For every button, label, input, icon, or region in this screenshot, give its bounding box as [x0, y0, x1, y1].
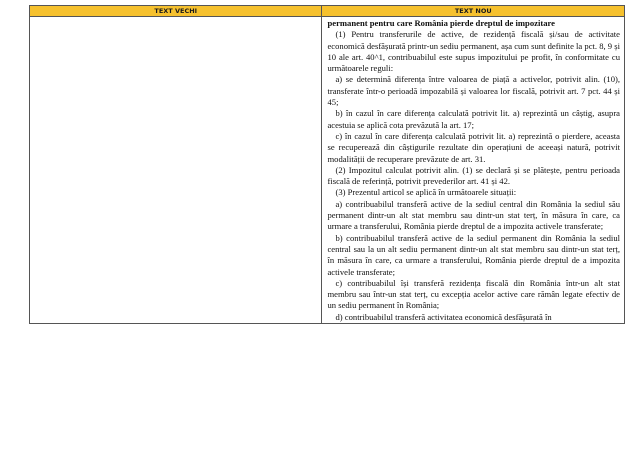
paragraph-situation-c: c) contribuabilul își transferă rezidența fiscală din România într-un alt stat membru sau într-un stat terț, cu excepția acelor active care rămân legate efectiv de un sediu permanent în România;	[327, 277, 620, 311]
paragraph-lit-a: a) se determină diferența între valoarea de piață a activelor, potrivit alin. (10), transferate într-o perioadă impozabilă și valoarea lor fiscală, potrivit art. 7 pct. 44 și 45;	[327, 74, 620, 108]
table-header-row	[30, 6, 625, 17]
article-title-continuation: permanent pentru care România pierde dreptul de impozitare	[327, 18, 555, 28]
paragraph-situation-a: a) contribuabilul transferă active de la sediul central din România la sediul său permanent dintr-un alt stat membru sau dintr-un stat terț, în măsura în care, ca urmare a transferului, România pierde dreptul de a impozita activele transferate;	[327, 198, 620, 232]
paragraph-alin-3: (3) Prezentul articol se aplică în următoarele situații:	[335, 187, 517, 198]
old-text-cell	[30, 17, 322, 324]
paragraph-alin-2: (2) Impozitul calculat potrivit alin. (1) se declară și se plătește, pentru perioada fiscală de referință, potrivit prevederilor art. 41 și 42.	[327, 164, 620, 187]
new-text-cell	[322, 17, 625, 324]
comparison-table	[29, 5, 625, 324]
paragraph-situation-d: d) contribuabilul transferă activitatea economică desfășurată în	[335, 311, 552, 322]
header-text-vechi: TEXT VECHI	[30, 6, 322, 17]
paragraph-situation-b: b) contribuabilul transferă active de la sediul permanent din România la sediul central sau la un alt sediu permanent dintr-un alt stat membru sau dintr-un stat terț, în măsura în care, ca urmare a transferului, România pierde dreptul de a impozita activele transferate;	[327, 232, 620, 277]
paragraph-lit-b: b) în cazul în care diferența calculată potrivit lit. a) reprezintă un câștig, asupra acestuia se aplică cota prevăzută la art. 17;	[327, 108, 620, 130]
paragraph-lit-c: c) în cazul în care diferența calculată potrivit lit. a) reprezintă o pierdere, aceasta se recuperează din câștigurile rezultate din operațiuni de aceeași natură, potrivit modalității de recuperare prevăzute de art. 31.	[327, 130, 620, 164]
table-body-row	[30, 17, 625, 324]
header-text-nou: TEXT NOU	[322, 6, 625, 17]
paragraph-alin-1: (1) Pentru transferurile de active, de rezidență fiscală și/sau de activitate economică desfășurată printr-un sediu permanent, așa cum sunt definite la pct. 8, 9 și 10 ale art. 40^1, contribuabilul este supus impozitului pe profit, în conformitate cu următoarele reguli:	[327, 29, 620, 74]
